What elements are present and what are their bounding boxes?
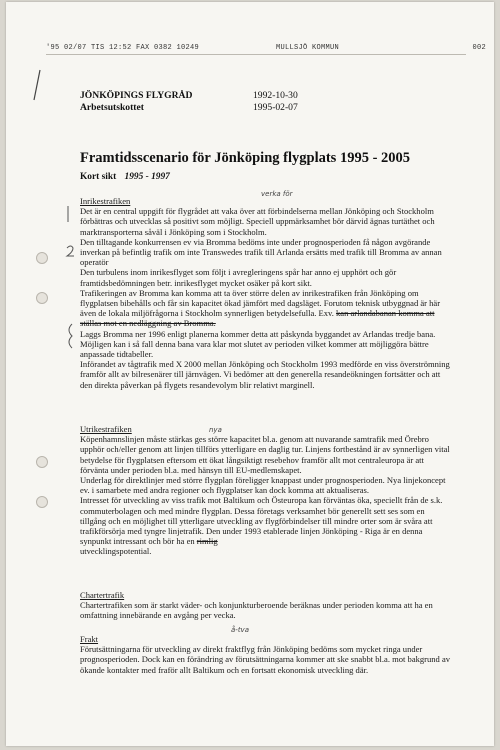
struck-text: kan arlandabanan komma att ställas mot en nedläggning av Bromma. <box>80 308 435 329</box>
paragraph-text: Trafikeringen av Bromma kan komma att ta över större delen av inrikestrafiken från Jönköping om flygplatsen bibehålls och får sin kapacitet ökad jämfört med dagsläget. Forutom teknisk utbyggnad är här även de lokala miljöfrågorna i Stockholm synnerligen betydelsefulla. Exv. <box>80 287 441 319</box>
section-utrikes <box>80 424 452 557</box>
date-block <box>253 90 298 114</box>
section-inrikes <box>80 196 452 390</box>
punch-hole <box>36 292 48 304</box>
paragraph: Laggs Bromma ner 1996 enligt planerna kommer detta att påskynda byggandet av Arlandas tredje bana. Möjligen kan i så fall denna bana vara klar mot slutet av perioden vilket kommer att möjliggöra bättre anpassade tidtabeller. <box>80 328 436 360</box>
paragraph <box>80 495 452 546</box>
subtitle-years: 1995 - 1997 <box>124 172 170 182</box>
document-subtitle <box>80 172 170 182</box>
fax-transmission-line: '95 02/07 TIS 12:52 FAX 0382 10249 <box>46 44 200 52</box>
section-title: Utrikestrafiken <box>80 424 132 434</box>
document-page <box>6 2 494 746</box>
section-title: Inrikestrafiken <box>80 196 131 206</box>
handwritten-annotation: nya <box>209 426 222 434</box>
organization-name: JÖNKÖPINGS FLYGRÅD <box>80 90 193 101</box>
struck-text: rimlig <box>196 536 218 547</box>
organization-block <box>80 90 192 114</box>
paragraph <box>80 288 452 329</box>
subtitle-label: Kort sikt <box>80 172 117 182</box>
document-title: Framtidsscenario för Jönköping flygplats 1995 - 2005 <box>80 150 411 166</box>
paragraph: Underlag för direktlinjer med större flygplan föreligger knappast under prognosperioden. Nya linjekoncept ev. i samarbete med andra regioner och flygplatser kan dock komma att aktualiseras. <box>80 475 446 496</box>
section-frakt <box>80 634 452 675</box>
paragraph: Den tilltagande konkurrensen ev via Bromma bedöms inte under prognosperioden få någon avgörande inverkan på befintlig trafik om inte Transwedes trafik till Arlanda ersätts med trafik till Bromma av annan operatör <box>80 236 442 268</box>
fax-header-rule <box>46 54 466 55</box>
date-revised: 1995-02-07 <box>253 102 298 113</box>
handwritten-annotation: verka för <box>261 190 293 198</box>
paragraph: Det är en central uppgift för flygrådet att vaka över att förbindelserna mellan Jönköping och Stockholm förbättras och utvecklas så positivt som möjligt. Speciell uppmärksamhet bör därvid ägnas turtäthet och marktransporterna såväl i Jönköping som i Stockholm. <box>80 206 435 237</box>
handwritten-margin-marks <box>62 198 78 358</box>
paragraph: Förutsättningarna för utveckling av direkt fraktflyg från Jönköping bedöms som mycket ringa under prognosperioden. Dock kan en förändring av förutsättningarna kommer att ske snabbt bl.a. mot bakgrund av ökande kontakter med fraför allt Baltikum och en fortsatt ekonomisk utveckling där. <box>80 644 451 675</box>
punch-hole <box>36 496 48 508</box>
fax-header <box>46 44 486 52</box>
punch-hole <box>36 252 48 264</box>
handwritten-annotation: å-tva <box>231 626 249 634</box>
paragraph: Införandet av tågtrafik med X 2000 mellan Jönköping och Stockholm 1993 medförde en viss överströmning framför allt av bilresenärer till järnvägen. Vi bedömer att den generella resandeökningen fortsätter och att den direkta påverkan på flygets resandevolym blir relativt marginell. <box>80 359 450 390</box>
section-title: Chartertrafik <box>80 590 125 600</box>
paragraph: Den turbulens inom inrikesflyget som följt i avregleringens spår har anno ej upphört och gör framtidsbedömningen betr. inrikesflyget mycket osäker på kort sikt. <box>80 267 397 288</box>
paragraph-text: Intresset för utveckling av viss trafik mot Baltikum och Östeuropa kan förväntas öka, speciellt från de s.k. commuterbolagen och med mindre flygplan. Dessa företags verksamhet bör generellt sett ses som en tillgång och en möjlighet till ytterligare utveckling av flygförbindelser till mindre orter som är svåra att trafikförsörja med tyngre linjetrafik. Den under 1993 etablerade linjen Jönköping - Riga är en denna synpunkt intressant och bör ha en <box>80 495 443 547</box>
handwritten-slash-mark <box>30 68 44 102</box>
paragraph: Chartertrafiken som är starkt väder- och konjunkturberoende beräknas under perioden komma att ha en omfattning innebärande en avgång per vecka. <box>80 600 433 621</box>
fax-page-number: 002 <box>472 44 486 52</box>
section-charter <box>80 590 452 621</box>
punch-hole <box>36 456 48 468</box>
paragraph: Köpenhamnslinjen måste stärkas ges större kapacitet bl.a. genom att nuvarande samtrafik med Örebro upphör och/eller genom att linjen tillförs ytterligare en daglig tur. Linjens fortbestånd är av synnerligen vital betydelse för flygplatsen eftersom ett ökat långsiktigt resebehov framför allt mot centraleuropa är att förvänta under perioden bl.a. med hänsyn till EU-medlemskapet. <box>80 434 450 475</box>
fax-sender: MULLSJÖ KOMMUN <box>276 44 340 52</box>
date-original: 1992-10-30 <box>253 90 298 101</box>
section-title: Frakt <box>80 634 99 644</box>
paragraph: utvecklingspotential. <box>80 546 152 557</box>
department-name: Arbetsutskottet <box>80 102 144 113</box>
